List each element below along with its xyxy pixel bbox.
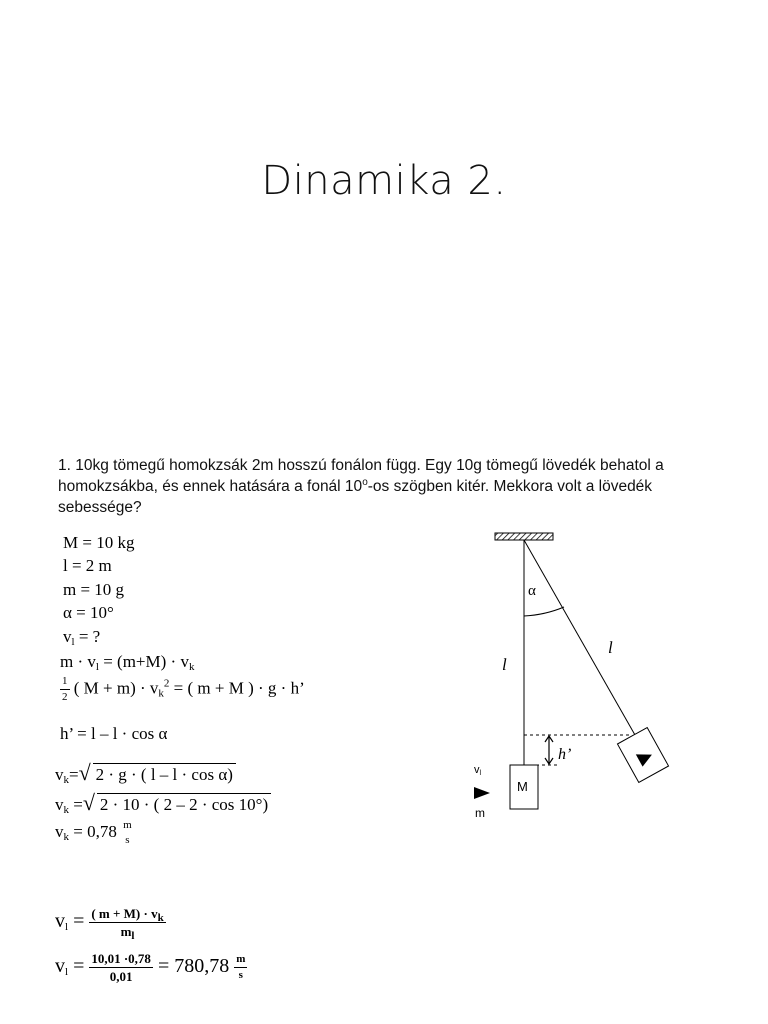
given-m: m = 10 g [63, 580, 125, 599]
vk-formula-numeric [55, 790, 271, 816]
deflected-string [524, 540, 635, 735]
slide-title: Dinamika 2. [261, 158, 507, 204]
half-fraction [60, 676, 70, 703]
vk1-sub: k [63, 774, 69, 786]
vl-result [55, 952, 247, 983]
vl2-sub: l [65, 966, 69, 979]
height-equation: h’ = l – l · cos α [60, 724, 168, 743]
momentum-sub-l: l [95, 661, 99, 673]
problem-statement [58, 455, 698, 518]
vk1-lhs: v [55, 765, 64, 784]
vk1-sqrt: √ 2 · g · ( l – l · cos α) [79, 763, 236, 785]
given-alpha: α = 10° [63, 603, 114, 622]
energy-lhs: ( M + m) · v [69, 678, 159, 698]
vl2-numerator: 10,01 ·0,78 [91, 951, 151, 966]
length-label-right: l [608, 638, 613, 657]
problem-text-2: -os szögben kitér. Mekkora volt a lövedék sebessége? [58, 478, 653, 516]
vk-result [55, 820, 134, 846]
length-label-left: l [502, 655, 507, 674]
vl1-numerator [89, 907, 165, 923]
vl2-lhs: v [55, 955, 65, 978]
vl1-lhs: v [55, 910, 65, 933]
vl2-fraction [89, 952, 153, 983]
vk2-radicand: 2 · 10 · ( 2 – 2 · cos 10°) [97, 793, 271, 815]
height-label: h’ [558, 746, 572, 763]
energy-sub-k: k [158, 687, 164, 700]
degree-mark: o [362, 477, 368, 488]
vl1-den-text: m [120, 924, 132, 939]
bullet-icon [474, 787, 490, 799]
bullet-mass-label: m [475, 806, 485, 820]
bullet-velocity-label: vl [474, 764, 482, 777]
vk2-sub: k [63, 804, 69, 816]
vk3-unit-den: s [125, 834, 130, 846]
ceiling-support [495, 533, 553, 540]
vl1-num-sub: k [157, 912, 164, 924]
vl1-num-text: ( m + M) · v [91, 906, 158, 921]
momentum-rhs: = (m+M) · v [98, 652, 189, 671]
deflected-block [617, 728, 668, 783]
vl2-unit-num: m [234, 954, 247, 968]
energy-equation [60, 676, 305, 703]
given-l: l = 2 m [63, 556, 112, 575]
vl1-sub: l [65, 921, 69, 934]
given-vl-main: v [63, 627, 72, 646]
given-vl-sub: l [71, 636, 75, 648]
vk2-eq: = [69, 795, 83, 814]
vk2-lhs: v [55, 795, 64, 814]
vl2-eq: = [68, 955, 85, 978]
vk1-eq: = [69, 765, 79, 784]
vl-formula-general [55, 906, 166, 942]
vk3-unit-num: m [123, 819, 132, 831]
vk3-unit [121, 820, 134, 846]
vl2-unit [234, 954, 247, 981]
vk2-sqrt: √ 2 · 10 · ( 2 – 2 · cos 10°) [83, 793, 271, 815]
vl2-denominator: 0,01 [109, 969, 133, 984]
vl2-unit-den: s [238, 969, 243, 981]
given-M: M = 10 kg [63, 533, 135, 552]
vl1-denominator [89, 923, 165, 942]
momentum-equation [60, 652, 194, 672]
momentum-lhs: m · v [60, 652, 96, 671]
vk3-sub: k [63, 830, 69, 843]
vk-formula-general [55, 760, 236, 786]
vl2-value: = 780,78 [152, 955, 230, 978]
vl1-fraction [89, 906, 165, 942]
energy-rhs: = ( m + M ) · g · h’ [169, 678, 305, 698]
vk3-value: = 0,78 [69, 821, 117, 841]
momentum-sub-k: k [188, 661, 195, 673]
given-vl-rest: = ? [74, 627, 101, 646]
half-num: 1 [60, 676, 70, 690]
vk3-lhs: v [55, 821, 64, 841]
angle-arc [524, 607, 564, 616]
energy-sup: 2 [163, 677, 170, 690]
alpha-label: α [528, 583, 536, 599]
vl1-eq: = [68, 910, 85, 933]
vk1-radicand: 2 · g · ( l – l · cos α) [93, 763, 236, 785]
block-label: M [517, 779, 528, 794]
half-den: 2 [62, 691, 68, 703]
vl1-den-sub: l [131, 930, 135, 942]
pendulum-diagram [460, 525, 680, 825]
problem-text-1: 1. 10kg tömegű homokzsák 2m hosszú fonálon függ. Egy 10g tömegű lövedék behatol a homokzsákba, és ennek hatására a fonál 10 [58, 457, 664, 495]
given-vl [63, 627, 100, 647]
